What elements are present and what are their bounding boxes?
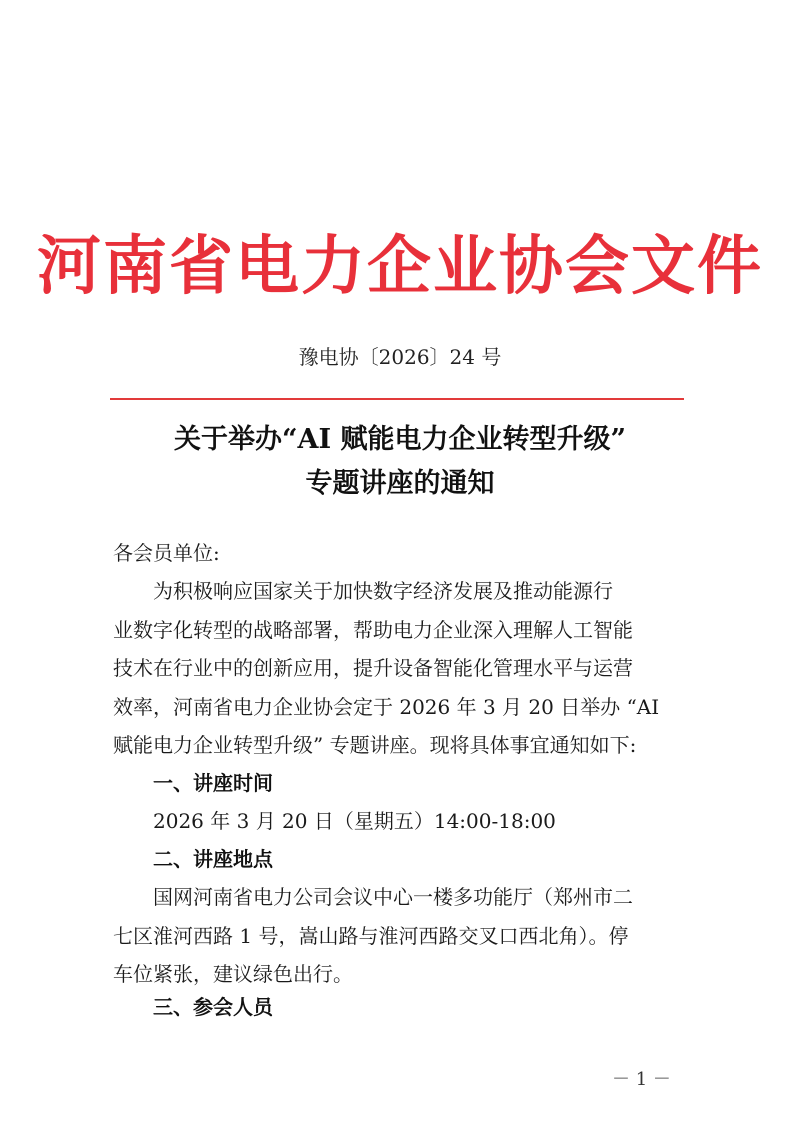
document-number: 豫电协〔2026〕24 号 [298,345,502,369]
intro-line: 业数字化转型的战略部署，帮助电力企业深入理解人工智能 [113,617,633,642]
page-number: － 1 － [612,1069,671,1090]
place-line: 车位紧张，建议绿色出行。 [113,962,353,986]
section-heading-place: 二、讲座地点 [153,847,273,871]
notice-title-line-2: 专题讲座的通知 [305,468,495,499]
notice-title [0,418,800,506]
document-masthead: 河南省电力企业协会文件 [37,230,763,304]
salutation: 各会员单位: [113,541,220,565]
intro-line: 技术在行业中的创新应用，提升设备智能化管理水平与运营 [113,656,633,680]
intro-line: 赋能电力企业转型升级” 专题讲座。现将具体事宜通知如下: [113,733,637,757]
intro-line: 效率，河南省电力企业协会定于 2026 年 3 月 20 日举办 “AI [113,694,660,719]
place-line: 七区淮河西路 1 号，嵩山路与淮河西路交叉口西北角）。停 [113,923,629,948]
notice-title-line-1: 关于举办“AI 赋能电力企业转型升级” [173,424,627,455]
lecture-time-value: 2026 年 3 月 20 日（星期五）14:00-18:00 [153,809,556,833]
red-divider-line [110,398,684,400]
intro-line: 为积极响应国家关于加快数字经济发展及推动能源行 [153,579,613,603]
place-line: 国网河南省电力公司会议中心一楼多功能厅（郑州市二 [153,885,633,909]
intro-paragraph [113,572,673,765]
place-paragraph [113,878,673,994]
section-heading-attendees: 三、参会人员 [153,995,273,1019]
section-heading-time: 一、讲座时间 [153,771,273,795]
